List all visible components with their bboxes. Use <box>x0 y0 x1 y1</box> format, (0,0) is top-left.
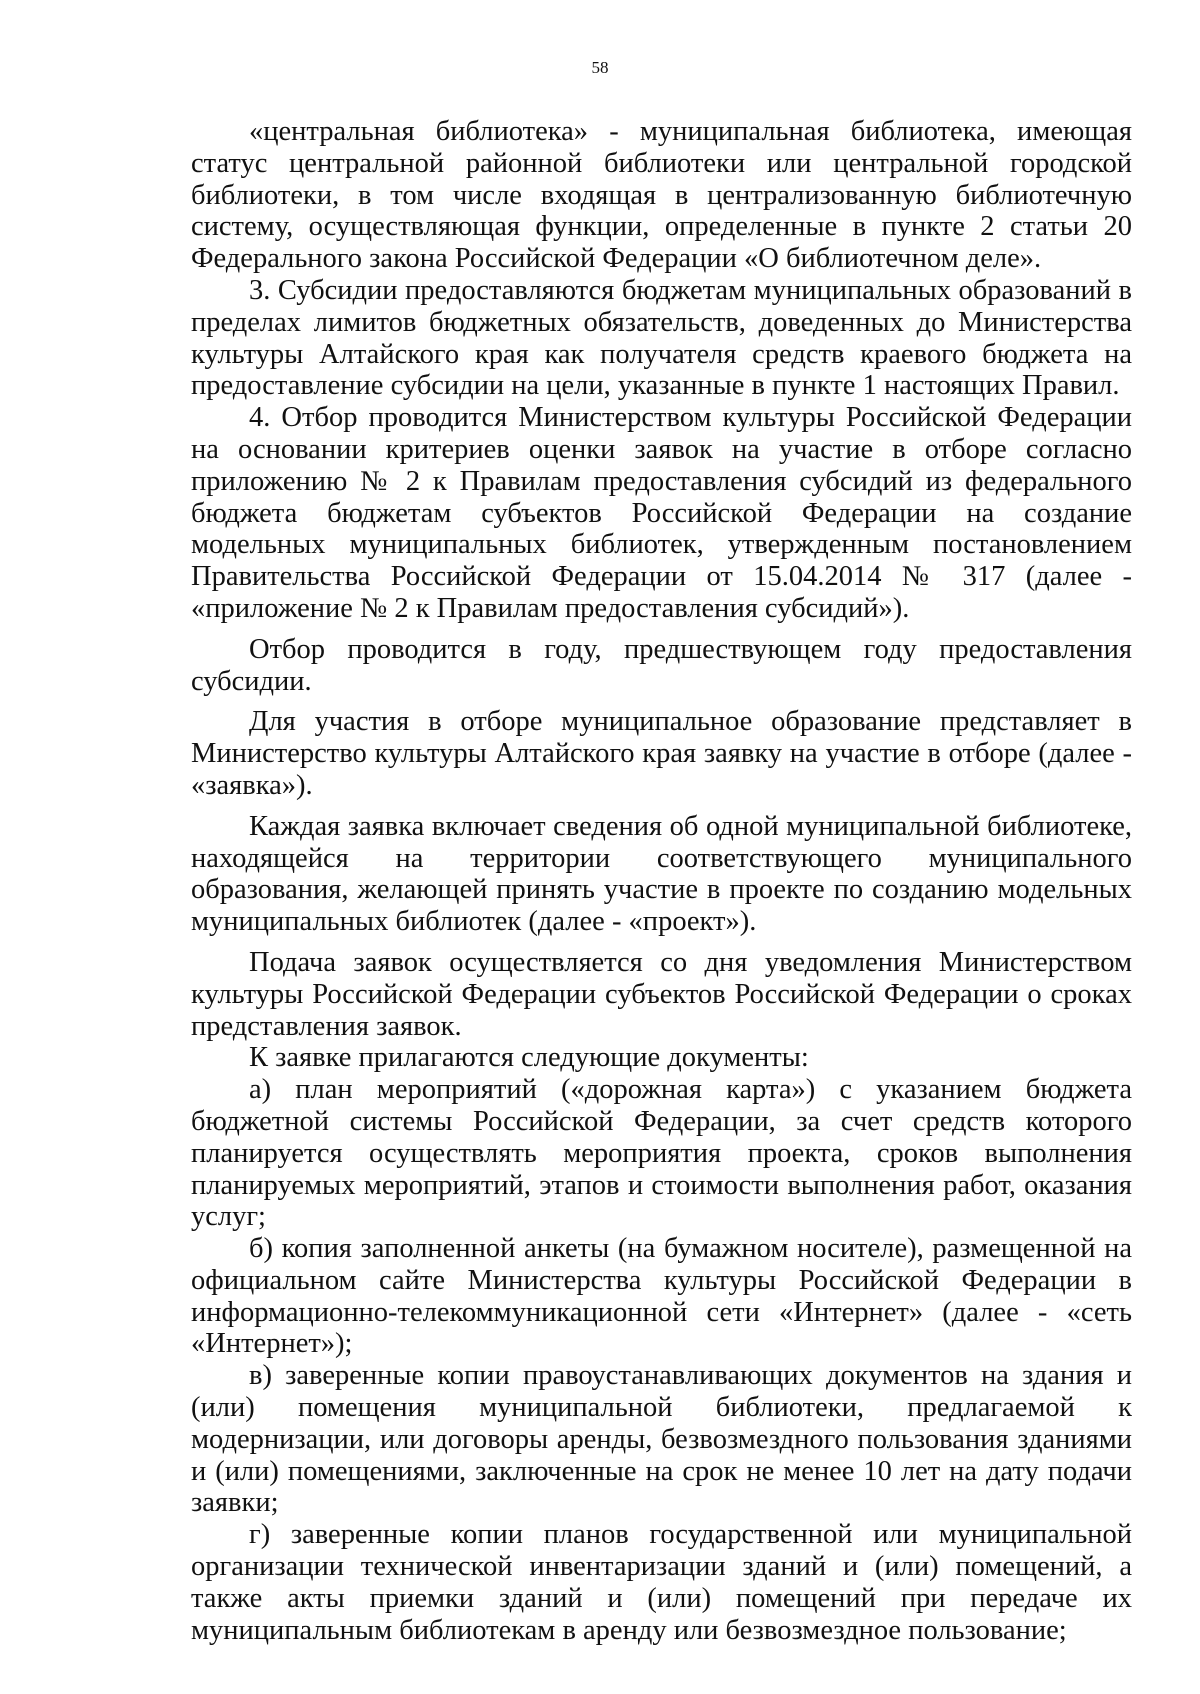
paragraph-central-library-definition: «центральная библиотека» - муниципальная библиотека, имеющая статус центральной районной библиотеки или центральной городской библиотеки, в том числе входящая в централизованную библиотечную систему, осуществляющая функции, определенные в пункте 2 статьи 20 Федерального закона Российской Федерации «О библиотечном деле». <box>191 116 1132 275</box>
paragraph-attached-documents: К заявке прилагаются следующие документы: <box>249 1042 809 1074</box>
list-item-a: а) план мероприятий («дорожная карта») с указанием бюджета бюджетной системы Российской Федерации, за счет средств которого планируется осуществлять мероприятия проекта, сроков выполнения планируемых мероприятий, этапов и стоимости выполнения работ, оказания услуг; <box>191 1074 1132 1233</box>
list-item-g: г) заверенные копии планов государственной или муниципальной организации технической инвентаризации зданий и (или) помещений, а также акты приемки зданий и (или) помещений при передаче их муниципальным библиотекам в аренду или безвозмездное пользование; <box>191 1519 1132 1646</box>
list-item-v: в) заверенные копии правоустанавливающих документов на здания и (или) помещения муниципальной библиотеки, предлагаемой к модернизации, или договоры аренды, безвозмездного пользования зданиями и (или) помещениями, заключенные на срок не менее 10 лет на дату подачи заявки; <box>191 1360 1132 1519</box>
paragraph-selection-year: Отбор проводится в году, предшествующем году предоставления субсидии. <box>191 633 1132 697</box>
paragraph-application-submission: Для участия в отборе муниципальное образование представляет в Министерство культуры Алтайского края заявку на участие в отборе (далее - «заявка»). <box>191 706 1132 801</box>
list-item-b: б) копия заполненной анкеты (на бумажном носителе), размещенной на официальном сайте Министерства культуры Российской Федерации в информационно-телекоммуникационной сети «Интернет» (далее - «сеть «Интернет»); <box>191 1233 1132 1360</box>
document-body <box>191 116 1132 1646</box>
page-number: 58 <box>591 58 609 77</box>
paragraph-submission-start: Подача заявок осуществляется со дня уведомления Министерством культуры Российской Федерации субъектов Российской Федерации о сроках представления заявок. <box>191 946 1132 1042</box>
paragraph-clause-3: 3. Субсидии предоставляются бюджетам муниципальных образований в пределах лимитов бюджетных обязательств, доведенных до Министерства культуры Алтайского края как получателя средств краевого бюджета на предоставление субсидии на цели, указанные в пункте 1 настоящих Правил. <box>191 274 1132 402</box>
paragraph-application-content: Каждая заявка включает сведения об одной муниципальной библиотеке, находящейся на территории соответствующего муниципального образования, желающей принять участие в проекте по созданию модельных муниципальных библиотек (далее - «проект»). <box>191 810 1132 938</box>
paragraph-clause-4: 4. Отбор проводится Министерством культуры Российской Федерации на основании критериев оценки заявок на участие в отборе согласно приложению № 2 к Правилам предоставления субсидий из федерального бюджета бюджетам субъектов Российской Федерации на создание модельных муниципальных библиотек, утвержденным постановлением Правительства Российской Федерации от 15.04.2014 № 317 (далее - «приложение № 2 к Правилам предоставления субсидий»). <box>191 402 1132 624</box>
